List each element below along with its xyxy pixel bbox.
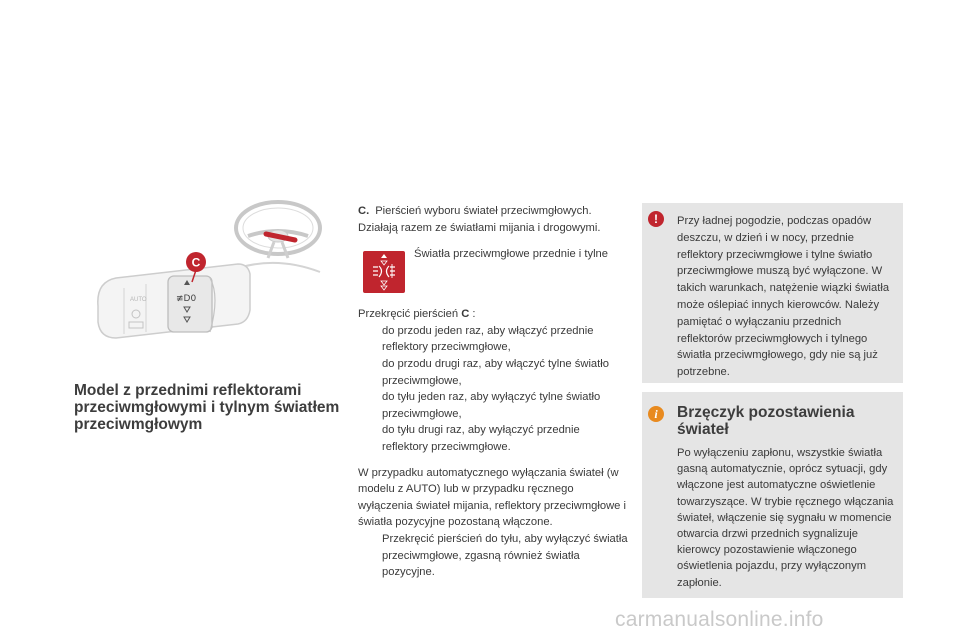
list-item: do przodu drugi raz, aby włączyć tylne światło przeciwmgłowe, (382, 357, 609, 387)
list-item: do tyłu jeden raz, aby wyłączyć tylne światło przeciwmgłowe, (382, 391, 601, 420)
info-box-text: Po wyłączeniu zapłonu, wszystkie światła gasną automatycznie, oprócz sytuacji, gdy włączone jest automatyczne oświetlenie towarzyszące. W trybie ręcznego włączania świateł, włączenie się sygnału w momencie otwarcia drzwi przednich sygnalizuje kierowcy pozostawienie włączonego oświetlenia pojazdu, przy wyłączonym zapłonie. (677, 447, 894, 589)
warning-text: Przy ładnej pogodzie, podczas opadów deszczu, w dzień i w nocy, przednie reflektory przeciwmgłowe i tylne światło przeciwmgłowe muszą być wyłączone. W takich warunkach, natężenie wiązki światła może oślepiać innych kierowców. Należy pamiętać o wyłączaniu przednich reflektorów przeciwmgłowych i tylnego światła przeciwmgłowego, gdy nie są już potrzebne. (677, 215, 890, 379)
list-item: do tyłu drugi raz, aby wyłączyć przednie reflektory przeciwmgłowe. (382, 424, 580, 453)
exclamation-icon: ! (648, 211, 664, 227)
watermark: carmanualsonline.info (615, 608, 824, 631)
ring-c-definition (358, 203, 628, 236)
fog-lamp-caption: Światła przeciwmgłowe przednie i tylne (414, 248, 609, 261)
info-icon: i (648, 406, 664, 422)
warning-box (642, 203, 903, 383)
ring-c-label: C. (358, 205, 370, 217)
turn-ring-intro: Przekręcić pierścień C : (358, 308, 476, 321)
list-item: do przodu jeden raz, aby włączyć przednie reflektory przeciwmgłowe, (382, 324, 594, 354)
auto-steps-list (358, 531, 628, 581)
turn-ring-letter: C (461, 308, 470, 321)
info-box-title: Brzęczyk pozostawienia świateł (677, 404, 855, 438)
svg-text:≢D0: ≢D0 (176, 294, 197, 304)
lighting-stalk-illustration (88, 198, 328, 360)
list-item: Przekręcić pierścień do tyłu, aby wyłączyć światła przeciwmgłowe, zgasną również światła pozycyjne. (382, 532, 628, 579)
fog-steps-list (358, 323, 628, 456)
stalk-auto-label: AUTO (130, 297, 147, 303)
front-and-rear-fog-lamp-icon (363, 251, 405, 293)
fog-lights-description (358, 203, 628, 581)
callout-c-letter: C (191, 255, 201, 270)
fog-lamp-row (358, 246, 628, 298)
ring-c-text: Pierścień wyboru świateł przeciwmgłowych. Działają razem ze światłami mijania i drogowymi. (358, 205, 601, 234)
section-heading: Model z przednimi reflektorami przeciwmgłowymi i tylnym światłem przeciwmgłowym (74, 382, 340, 433)
auto-mode-paragraph: W przypadku automatycznego wyłączania świateł (w modelu z AUTO) lub w przypadku ręcznego wyłączenia świateł mijania, reflektory przeciwmgłowe i światła pozycyjne pozostaną włączone. (358, 466, 626, 529)
stalk-drawing (88, 198, 328, 360)
lighting-stalk (98, 264, 250, 338)
info-box (642, 392, 903, 598)
